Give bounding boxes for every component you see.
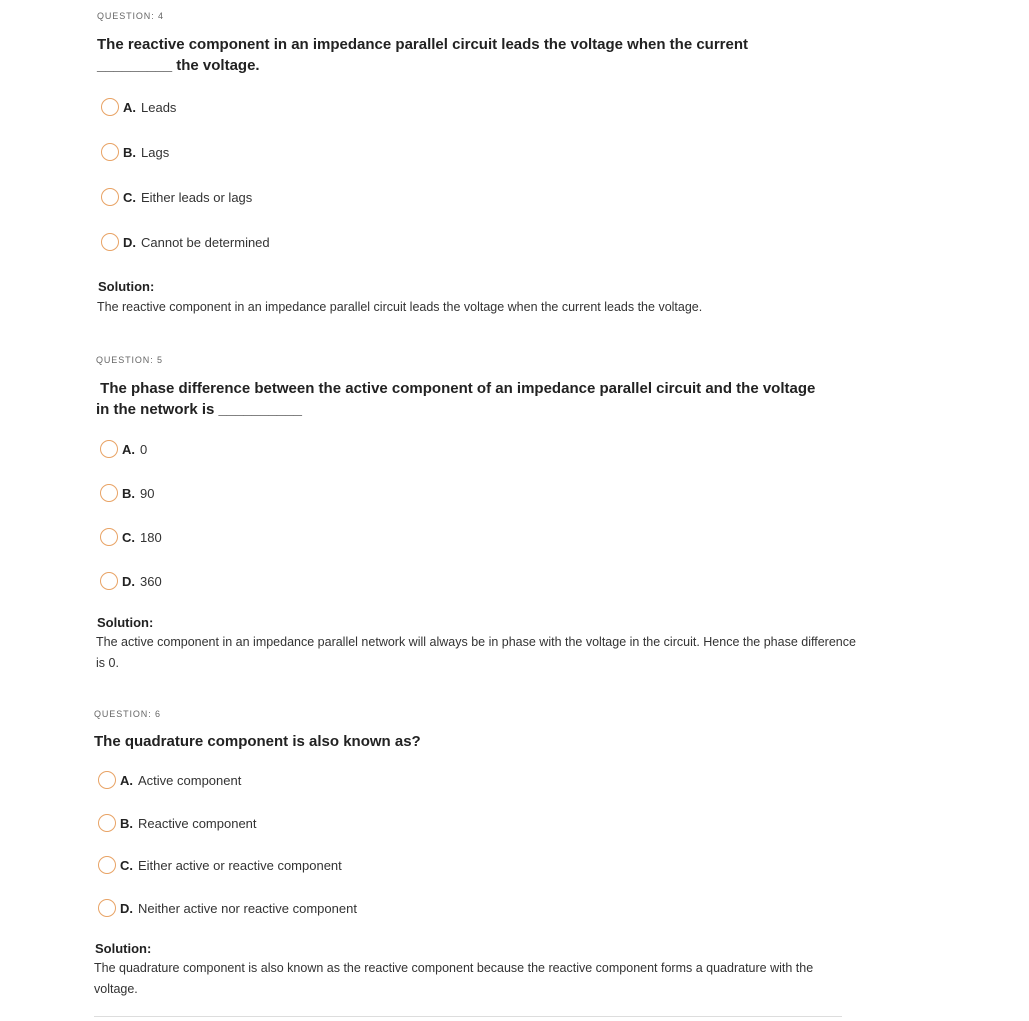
radio-button[interactable] xyxy=(101,233,119,251)
radio-button[interactable] xyxy=(98,899,116,917)
option-b[interactable] xyxy=(100,481,154,505)
option-letter: B. xyxy=(123,144,136,160)
radio-button[interactable] xyxy=(100,440,118,458)
radio-button[interactable] xyxy=(101,143,119,161)
question-text-line1: The quadrature component is also known as? xyxy=(94,733,421,750)
option-b[interactable] xyxy=(98,811,257,835)
option-label: Active component xyxy=(138,772,242,788)
option-letter: C. xyxy=(123,189,136,205)
radio-button[interactable] xyxy=(101,188,119,206)
question-text xyxy=(96,378,866,420)
option-c[interactable] xyxy=(98,853,342,877)
option-label: Cannot be determined xyxy=(141,234,270,250)
option-label: 90 xyxy=(140,485,155,501)
option-c[interactable] xyxy=(101,185,252,209)
option-letter: D. xyxy=(123,234,136,250)
question-6 xyxy=(94,708,874,1008)
option-label: Reactive component xyxy=(138,815,257,831)
option-a[interactable] xyxy=(101,95,176,119)
option-letter: B. xyxy=(120,815,133,831)
option-label: 180 xyxy=(140,529,162,545)
option-d[interactable] xyxy=(98,896,357,920)
solution-label: Solution: xyxy=(95,941,152,956)
option-label: 0 xyxy=(140,441,148,457)
question-text-line2: in the network is __________ xyxy=(96,401,302,418)
solution-label: Solution: xyxy=(97,615,154,630)
option-letter: C. xyxy=(122,529,135,545)
radio-button[interactable] xyxy=(98,771,116,789)
option-a[interactable] xyxy=(98,768,241,792)
option-label: Neither active nor reactive component xyxy=(138,900,357,916)
option-label: Lags xyxy=(141,144,170,160)
radio-button[interactable] xyxy=(101,98,119,116)
question-text-line2: _________ the voltage. xyxy=(97,57,260,74)
solution-text: The reactive component in an impedance parallel circuit leads the voltage when the current leads the voltage. xyxy=(97,300,703,314)
question-text-line1: The reactive component in an impedance parallel circuit leads the voltage when the current xyxy=(97,36,749,53)
radio-button[interactable] xyxy=(98,814,116,832)
option-label: 360 xyxy=(140,573,162,589)
option-b[interactable] xyxy=(101,140,169,164)
radio-button[interactable] xyxy=(100,572,118,590)
option-label: Leads xyxy=(141,99,177,115)
question-number: QUESTION: 6 xyxy=(94,709,161,719)
option-letter: C. xyxy=(120,857,133,873)
question-text xyxy=(94,731,854,752)
question-number: QUESTION: 5 xyxy=(96,355,163,365)
divider xyxy=(94,1016,842,1017)
question-number: QUESTION: 4 xyxy=(97,11,164,21)
question-4 xyxy=(97,10,877,320)
question-text-line1: The phase difference between the active component of an impedance parallel circuit and the voltage xyxy=(96,380,816,397)
radio-button[interactable] xyxy=(98,856,116,874)
option-label: Either leads or lags xyxy=(141,189,253,205)
option-letter: D. xyxy=(120,900,133,916)
solution-text: The quadrature component is also known as the reactive component because the reactive component forms a quadrature with the voltage. xyxy=(94,961,814,996)
solution-label: Solution: xyxy=(98,279,155,294)
option-letter: B. xyxy=(122,485,135,501)
option-letter: A. xyxy=(122,441,135,457)
option-letter: A. xyxy=(123,99,136,115)
option-c[interactable] xyxy=(100,525,162,549)
option-d[interactable] xyxy=(100,569,162,593)
option-a[interactable] xyxy=(100,437,147,461)
option-d[interactable] xyxy=(101,230,270,254)
option-letter: A. xyxy=(120,772,133,788)
solution-text: The active component in an impedance parallel network will always be in phase with the voltage in the circuit. Hence the phase difference is 0. xyxy=(96,635,856,670)
question-text xyxy=(97,34,857,76)
radio-button[interactable] xyxy=(100,484,118,502)
option-label: Either active or reactive component xyxy=(138,857,342,873)
question-5 xyxy=(96,354,876,674)
option-letter: D. xyxy=(122,573,135,589)
radio-button[interactable] xyxy=(100,528,118,546)
